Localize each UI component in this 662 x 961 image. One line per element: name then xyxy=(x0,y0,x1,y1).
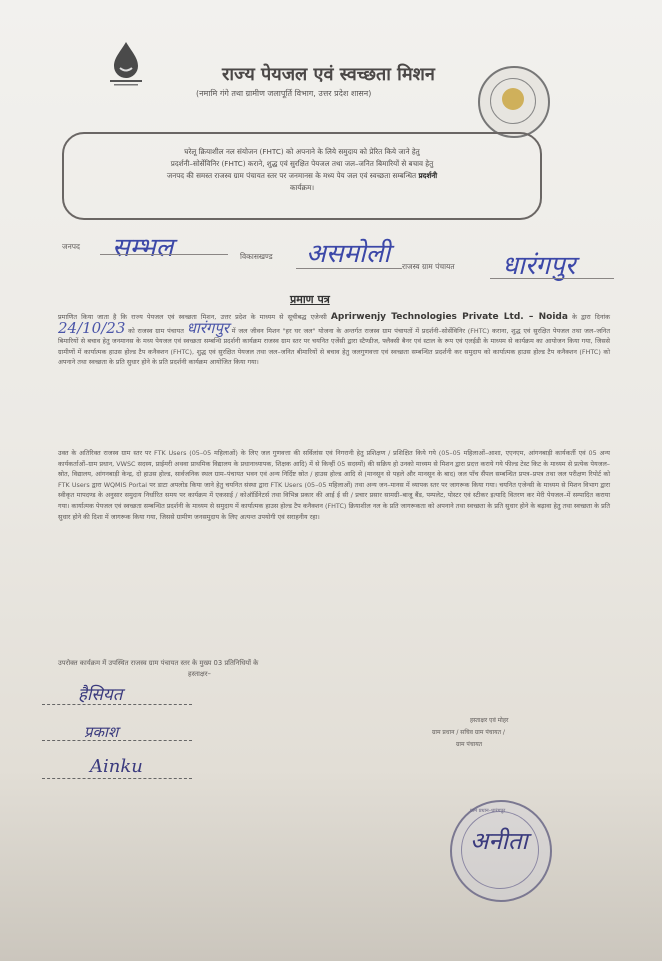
p3-sign-label: हस्ताक्षर– xyxy=(188,669,211,678)
signature-2: प्रकाश xyxy=(84,723,119,741)
signature-line-3 xyxy=(42,778,192,779)
mission-subtitle: (नमामि गंगे तथा ग्रामीण जलापूर्ति विभाग, उत्तर प्रदेश शासन) xyxy=(196,89,372,98)
district-label: जनपद xyxy=(62,242,80,251)
agency-name: Aprirwenjy Technologies Private Ltd. – Noida xyxy=(330,312,568,322)
p1-start: प्रमाणित किया जाता है कि राज्य पेयजल एवं स्वच्छता मिशन, उत्तर प्रदेश के माध्यम से सूचीबद्ध एजेन्सी xyxy=(58,313,327,321)
stamp-text: ग्राम प्रधान–धारंगपुर xyxy=(470,808,506,814)
block-label: विकासखण्ड xyxy=(240,252,273,261)
officer-designation: ग्राम प्रधान / सचिव ग्राम पंचायत / xyxy=(432,729,505,736)
up-government-seal-icon xyxy=(478,66,550,138)
banner-bold: प्रदर्शनी xyxy=(418,171,438,180)
village-name: धारंगपुर xyxy=(186,318,229,337)
p1-mid: के द्वारा दिनांक xyxy=(572,313,610,321)
p1-after-date: को राजस्व ग्राम पंचायत xyxy=(128,326,184,335)
certificate-paragraph-2: उक्त के अतिरिक्त राजस्व ग्राम स्तर पर FTK Users (05–05 महिलाओं) के लिए जल गुणवत्ता की सर्विलांस एवं निगरानी हेतु प्रशिक्षण / प्रशिक्षित किये गये (05–05 महिलाओं–आशा, एएनएम, आंगनबाड़ी कार्यकर्ती एवं 05 अन्य कार्यकर्ताओं–ग्राम प्रधान, VWSC सदस्य, प्राईमरी अथवा प्राथमिक विद्यालय के प्रधानाध्यापक, शिक्षक आदि) में से किन्हीं 05 सदस्यों) की सक्रिय हो उनको माध्यम से मिशन द्वारा प्रदत्त कराये गये फील्ड टेस्ट किट के माध्यम से प्रत्येक पेयजल–स्रोत, विद्यालय, आंगनबाड़ी केन्द्र, दो हाउस होल्ड, सार्वजनिक स्थल ग्राम–पंचायत भवन एवं अन्य निर्दिष्ट स्रोत / हाउस होल्ड आदि से (मानसून से पहले और मानसून के बाद) जल पाँच सैंपल सम्बन्धित प्रपत्र–प्रपत्र तथा जल परीक्षण रिपोर्ट को FTK Users द्वारा WQMIS Portal पर डाटा अपलोड किया जाने हेतु चयनित संस्था द्वारा FTK Users (05–05 महिलाओं) तथा अन्य जन–मानस में व्यापक स्तर पर जागरूक किया गया। चयनित एजेन्सी के माध्यम से मिशन विभाग द्वारा स्वीकृत मापदण्ड के अनुसार समुदाय निर्धारित समय पर कार्यक्रम में एकसाई / कोऑर्डिनेटर्स तथा विभिन्न प्रकार की आई ई सी / प्रचार प्रसार सामग्री–बाजू बैंड, पम्पलेट, पोस्टर एवं स्टीकर इत्यादि वितरण कर मेरी पेयजल–में सम्पादित कराया गया। कार्यात्मक पेयजल एवं स्वच्छता सम्बन्धित प्रदर्शनी के माध्यम से समुदाय में कार्यात्मक हाउस होल्ड टैप कनैक्शन (FHTC) क्रियाशील नल के प्रति जागरूकता को अपनाने तथा स्वच्छता के प्रति सुधार होने के बढ़ावा हेतु तथा स्वच्छता के प्रति सुधार होने की दिशा में जागरूक किया गया, जिससे ग्रामीण जनसमुदाय के लिए अत्यन्त उपयोगी एवं सराहनीय रहा। xyxy=(58,449,610,521)
mission-title: राज्य पेयजल एवं स्वच्छता मिशन xyxy=(222,64,435,85)
program-banner xyxy=(62,132,542,220)
officer-sign-label: हस्ताक्षर एवं मोहर xyxy=(470,717,509,724)
banner-line-4: कार्यक्रम। xyxy=(289,183,315,192)
banner-line-2: प्रदर्शनी–सोर्सेविनिर (FHTC) कराने, शुद्ध एवं सुरक्षित पेयजल तथा जल–जनित बिमारियों से बचाव हेतु xyxy=(170,159,434,168)
district-value: सम्भल xyxy=(112,233,174,263)
certificate-heading: प्रमाण पत्र xyxy=(290,293,330,306)
panchayat-label: राजस्व ग्राम पंचायत xyxy=(402,262,455,271)
program-date: 24/10/23 xyxy=(58,318,126,337)
banner-line-3: जनपद की समस्त राजस्व ग्राम पंचायत स्तर पर जनमानस के मध्य पेय जल एवं स्वच्छता सम्बन्धित xyxy=(166,171,417,180)
signatories-note xyxy=(58,658,610,679)
block-value: असमोली xyxy=(306,239,391,269)
officer-panchayat: ग्राम पंचायत xyxy=(456,741,483,748)
jal-jeevan-mission-logo-icon xyxy=(100,38,152,90)
signature-3: Ainku xyxy=(90,756,143,777)
banner-line-1: घरेलू क्रियाशील नल संयोजन (FHTC) को अपनाने के लिये समुदाय को प्रेरित किये जाने हेतु xyxy=(184,147,420,156)
certificate-paragraph-1 xyxy=(58,312,610,368)
panchayat-value: धारंगपुर xyxy=(502,251,576,281)
p3-text: उपरोक्त कार्यक्रम में उपस्थित राजस्व ग्राम पंचायत स्तर के मुख्य 03 प्रतिनिधियों के xyxy=(58,659,259,667)
signature-1: हैसियत xyxy=(78,685,123,705)
p1-rest: में जल जीवन मिशन "हर घर जल" योजना के अन्तर्गत राजस्व ग्राम पंचायतों में प्रदर्शनी–सोर्सेविनिर (FHTC) कराना, शुद्ध एवं सुरक्षित पेयजल तथा जल–जनित बिमारियों से बचाव हेतु जनमानस के मध्य पेयजल एवं स्वच्छता सम्बन्धि प्रदर्शनी कार्यक्रम राजस्व ग्राम स्तर पर चयनित एजेंसी द्वारा स्टैण्डीज, फ्लैक्सी बैनर एवं स्टाल के रूप एवं एलईडी के माध्यम से कार्यक्रम का आयोजन किया गया, जिससे ग्रामीणों में कार्यात्मक हाउस होल्ड टैप कनैक्शन (FHTC), शुद्ध एवं सुरक्षित पेयजल तथा जल–जनित बीमारियों से बचाव हेतु जलगुणवत्ता एवं स्वच्छता सम्बन्धित प्रदर्शनी कर समुदाय को कार्यात्मक हाउस होल्ड टैप कनैक्शन (FHTC) को अपनाने तथा स्वच्छता के प्रति सुधार होने के प्रति प्रदर्शनी कार्यक्रम आयोजित किया गया। xyxy=(58,326,610,367)
officer-signature: अनीता xyxy=(470,827,528,855)
